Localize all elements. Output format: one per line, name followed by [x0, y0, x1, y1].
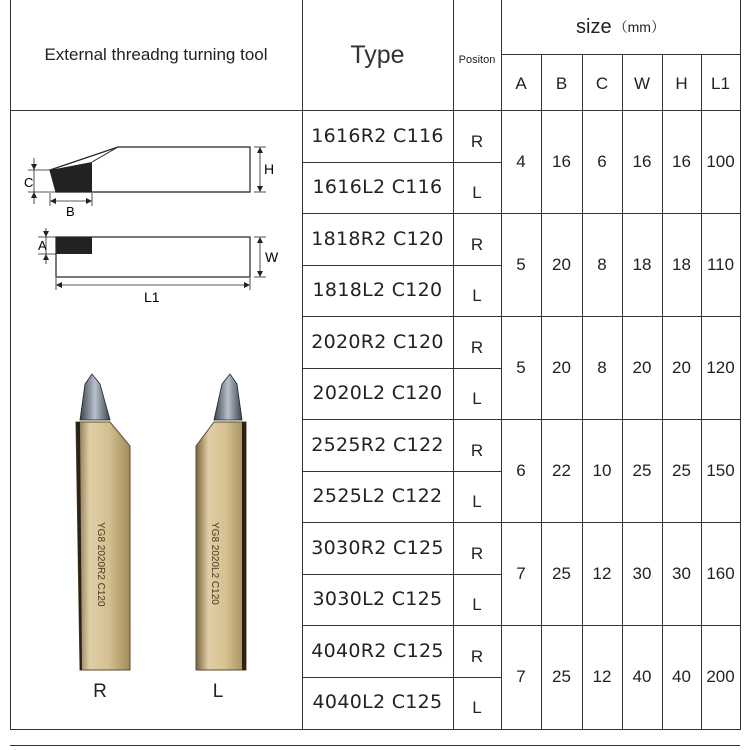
size-l1: 110: [706, 254, 735, 274]
size-a: 4: [516, 151, 526, 171]
grid-line: [10, 745, 740, 746]
grid-line: [10, 729, 740, 730]
size-w: 16: [632, 151, 652, 171]
position-right: R: [470, 543, 484, 563]
position-header: Positon: [458, 54, 496, 66]
size-c: 10: [592, 460, 612, 480]
size-h: 20: [672, 357, 691, 377]
size-l1: 150: [706, 460, 735, 480]
position-left: L: [472, 492, 482, 512]
size-h: 25: [672, 460, 691, 480]
position-right: R: [470, 234, 484, 254]
size-w: 18: [632, 254, 652, 274]
type-code-right: 3030R2 C125: [311, 536, 444, 559]
size-b: 16: [552, 151, 571, 171]
grid-line: [582, 54, 583, 730]
size-w: 30: [632, 563, 652, 583]
position-left: L: [472, 286, 482, 306]
grid-line: [302, 522, 740, 523]
insert-side: [56, 237, 92, 254]
type-code-right: 2525R2 C122: [311, 433, 444, 456]
size-c: 8: [597, 254, 607, 274]
size-a: 5: [516, 254, 526, 274]
size-h: 30: [672, 563, 691, 583]
insert-top: [50, 162, 92, 192]
tool-photo: [10, 360, 302, 730]
size-a: 5: [516, 357, 526, 377]
position-right: R: [470, 440, 484, 460]
size-b: 22: [552, 460, 571, 480]
position-right: R: [470, 131, 484, 151]
type-code-left: 1616L2 C116: [312, 176, 443, 199]
type-code-left: 2020L2 C120: [312, 382, 443, 405]
dim-h-label: H: [264, 161, 275, 177]
col-header-b: B: [555, 74, 568, 93]
grid-line: [302, 213, 740, 214]
size-c: 8: [597, 357, 607, 377]
dim-c-label: C: [24, 175, 34, 190]
grid-line: [302, 368, 501, 369]
size-a: 6: [516, 460, 526, 480]
position-left: L: [472, 595, 482, 615]
grid-line: [302, 419, 740, 420]
size-label: size: [576, 15, 612, 38]
size-w: 20: [632, 357, 652, 377]
grid-line: [302, 162, 501, 163]
right-hand-tool: [76, 374, 130, 670]
grid-line: [302, 677, 501, 678]
grid-line: [302, 316, 740, 317]
position-left: L: [472, 183, 482, 203]
type-code-left: 1818L2 C120: [312, 279, 443, 302]
grid-line: [302, 265, 501, 266]
grid-line: [10, 110, 740, 111]
col-header-h: H: [675, 74, 688, 93]
right-tool-engraving: YG8 2020R2 C120: [95, 522, 106, 607]
type-code-right: 2020R2 C120: [311, 330, 444, 353]
col-header-c: C: [595, 74, 609, 93]
position-right: R: [470, 646, 484, 666]
size-c: 12: [592, 666, 612, 686]
type-header: Type: [350, 40, 405, 69]
size-w: 25: [632, 460, 652, 480]
grid-line: [662, 54, 663, 730]
col-header-a: A: [515, 74, 527, 93]
size-header: [501, 0, 740, 54]
position-left: L: [472, 698, 482, 718]
size-b: 20: [552, 254, 571, 274]
left-hand-tool: [196, 374, 246, 670]
size-h: 16: [672, 151, 691, 171]
left-hand-label: L: [212, 681, 224, 702]
right-hand-label: R: [93, 681, 107, 702]
col-header-w: W: [633, 74, 651, 93]
size-w: 40: [632, 666, 652, 686]
col-header-l1: L1: [711, 74, 730, 93]
type-code-right: 1616R2 C116: [311, 124, 444, 147]
size-l1: 200: [706, 666, 735, 686]
size-c: 12: [592, 563, 612, 583]
size-l1: 160: [706, 563, 735, 583]
size-unit: （mm）: [613, 19, 665, 35]
dim-l1-label: L1: [144, 289, 160, 305]
grid-line: [701, 54, 702, 730]
grid-line: [302, 625, 740, 626]
size-a: 7: [516, 666, 526, 686]
type-code-left: 2525L2 C122: [312, 485, 443, 508]
type-code-left: 3030L2 C125: [312, 588, 443, 611]
type-code-left: 4040L2 C125: [312, 691, 443, 714]
grid-line: [501, 54, 740, 55]
size-c: 6: [597, 151, 607, 171]
size-h: 18: [672, 254, 691, 274]
type-code-right: 4040R2 C125: [311, 639, 444, 662]
dim-w-label: W: [265, 249, 279, 265]
size-b: 25: [552, 666, 571, 686]
grid-line: [302, 574, 501, 575]
size-h: 40: [672, 666, 691, 686]
size-a: 7: [516, 563, 526, 583]
position-left: L: [472, 389, 482, 409]
size-l1: 100: [706, 151, 735, 171]
grid-line: [622, 54, 623, 730]
grid-line: [302, 471, 501, 472]
size-b: 20: [552, 357, 571, 377]
tool-dimension-diagram: [10, 140, 302, 310]
size-l1: 120: [706, 357, 735, 377]
grid-line: [740, 0, 741, 730]
grid-line: [541, 54, 542, 730]
dim-b-label: B: [66, 204, 75, 219]
dim-a-label: A: [38, 238, 47, 253]
tool-title: External threadng turning tool: [44, 45, 268, 64]
size-b: 25: [552, 563, 571, 583]
left-tool-engraving: YG8 2020L2 C120: [209, 522, 220, 605]
type-code-right: 1818R2 C120: [311, 227, 444, 250]
position-right: R: [470, 337, 484, 357]
